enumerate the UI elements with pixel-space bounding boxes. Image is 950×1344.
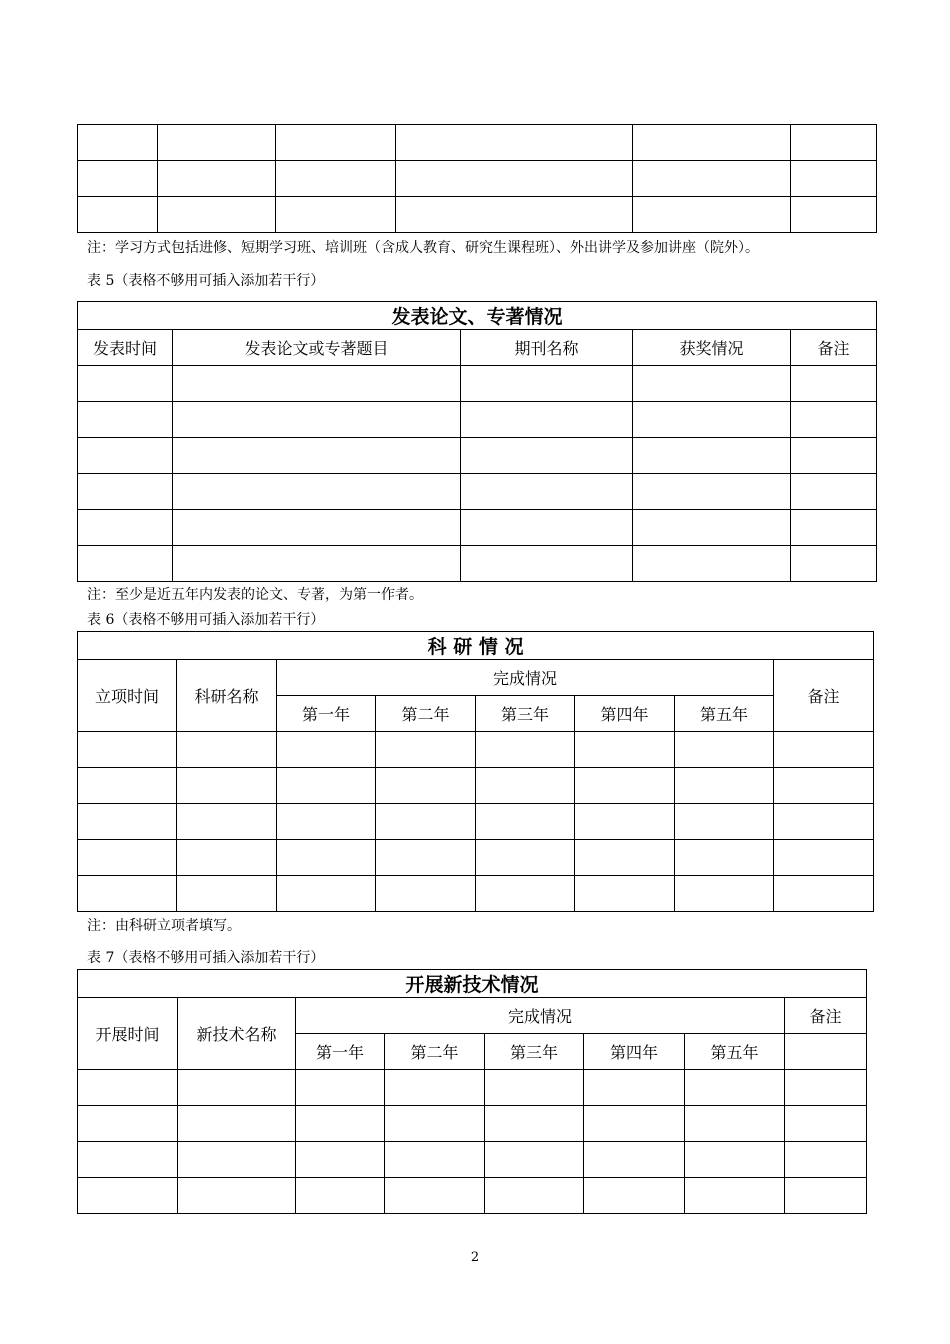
table-cell[interactable] [685,1106,785,1142]
header-awards: 获奖情况 [633,330,791,366]
table-cell[interactable] [633,125,791,161]
table-cell[interactable] [173,402,461,438]
table-cell[interactable] [376,876,476,912]
table-5-publications [77,301,877,582]
table-row [78,402,877,438]
table-cell[interactable] [633,366,791,402]
table-cell[interactable] [385,1070,485,1106]
table-cell[interactable] [461,402,633,438]
table-cell[interactable] [296,1142,385,1178]
table-6-caption: 表 6（表格不够用可插入添加若干行） [87,612,325,628]
table-cell[interactable] [78,438,173,474]
table-cell[interactable] [276,197,396,233]
table-cell[interactable] [575,840,675,876]
table-cell[interactable] [774,876,874,912]
table-cell[interactable] [774,732,874,768]
header-project-date: 立项时间 [78,660,177,732]
table-cell[interactable] [173,366,461,402]
table-cell[interactable] [584,1106,685,1142]
table-cell[interactable] [485,1106,584,1142]
table-cell[interactable] [785,1070,867,1106]
table-cell[interactable] [78,768,177,804]
table-cell[interactable] [476,876,575,912]
table-cell[interactable] [376,840,476,876]
table-cell[interactable] [173,438,461,474]
table-row [78,125,877,161]
header-paper-title: 发表论文或专著题目 [173,330,461,366]
table-cell[interactable] [296,1070,385,1106]
table-cell[interactable] [78,125,158,161]
table-cell[interactable] [791,546,877,582]
table-cell[interactable] [177,768,277,804]
table-cell[interactable] [276,125,396,161]
table-cell[interactable] [461,366,633,402]
remarks-cell-blank [785,1034,867,1070]
table-row [78,732,874,768]
table-cell[interactable] [675,840,774,876]
page-number: 2 [470,1250,480,1265]
table-cell[interactable] [276,161,396,197]
table-row [78,804,874,840]
table-7-caption: 表 7（表格不够用可插入添加若干行） [87,950,325,966]
table-cell[interactable] [173,510,461,546]
table-cell[interactable] [78,197,158,233]
table-row [78,1070,867,1106]
table-cell[interactable] [173,546,461,582]
table-cell[interactable] [277,732,376,768]
table-cell[interactable] [791,510,877,546]
table-row [78,768,874,804]
table-cell[interactable] [277,840,376,876]
table-cell[interactable] [584,1070,685,1106]
table-cell[interactable] [385,1142,485,1178]
table-cell[interactable] [791,402,877,438]
table-cell[interactable] [791,161,877,197]
table-5-title: 发表论文、专著情况 [78,302,877,330]
header-publish-date: 发表时间 [78,330,173,366]
header-remarks: 备注 [774,660,874,732]
table-row [78,1178,867,1214]
table-cell[interactable] [575,732,675,768]
header-year-5: 第五年 [685,1034,785,1070]
table-row [78,510,877,546]
header-research-name: 科研名称 [177,660,277,732]
table-cell[interactable] [78,1106,178,1142]
header-year-2: 第二年 [376,696,476,732]
table-cell[interactable] [178,1106,296,1142]
table-6-research [77,631,874,912]
table-cell[interactable] [633,438,791,474]
table-cell[interactable] [173,474,461,510]
table-row [78,161,877,197]
table-cell[interactable] [385,1106,485,1142]
table-row [78,1106,867,1142]
table-cell[interactable] [633,402,791,438]
table-row [78,197,877,233]
table-cell[interactable] [476,840,575,876]
table-cell[interactable] [178,1070,296,1106]
table-cell[interactable] [78,732,177,768]
table-cell[interactable] [791,125,877,161]
table-6-title: 科 研 情 况 [78,632,874,660]
table-row [78,1142,867,1178]
header-year-4: 第四年 [575,696,675,732]
table-cell[interactable] [178,1142,296,1178]
table-6-note: 注：由科研立项者填写。 [87,918,241,934]
table-cell[interactable] [774,804,874,840]
table-cell[interactable] [177,876,277,912]
table-cell[interactable] [685,1178,785,1214]
table-cell[interactable] [78,546,173,582]
table-cell[interactable] [296,1178,385,1214]
table-row [78,546,877,582]
table-row [78,474,877,510]
table-cell[interactable] [675,804,774,840]
table-cell[interactable] [177,732,277,768]
table-cell[interactable] [277,768,376,804]
table-cell[interactable] [296,1106,385,1142]
header-technology-name: 新技术名称 [178,998,296,1070]
table-5-note: 注：至少是近五年内发表的论文、专著，为第一作者。 [87,587,423,603]
header-year-1: 第一年 [277,696,376,732]
table-cell[interactable] [178,1178,296,1214]
header-year-3: 第三年 [485,1034,584,1070]
table-cell[interactable] [791,197,877,233]
header-start-date: 开展时间 [78,998,178,1070]
table-cell[interactable] [774,840,874,876]
table-cell[interactable] [78,366,173,402]
table-cell[interactable] [78,1142,178,1178]
table-cell[interactable] [78,804,177,840]
table-row [78,366,877,402]
table-cell[interactable] [158,125,276,161]
table-cell[interactable] [791,438,877,474]
header-year-2: 第二年 [385,1034,485,1070]
table-row [78,876,874,912]
table-cell[interactable] [774,768,874,804]
table-cell[interactable] [396,125,633,161]
table-cell[interactable] [675,876,774,912]
table-cell[interactable] [485,1070,584,1106]
table-cell[interactable] [78,876,177,912]
table-cell[interactable] [78,161,158,197]
table-row [78,438,877,474]
table-cell[interactable] [785,1178,867,1214]
table-cell[interactable] [633,161,791,197]
table-4-continued [77,124,877,233]
table-cell[interactable] [158,197,276,233]
table-cell[interactable] [575,768,675,804]
table-cell[interactable] [78,510,173,546]
table-cell[interactable] [158,161,276,197]
table-4-note: 注：学习方式包括进修、短期学习班、培训班（含成人教育、研究生课程班）、外出讲学及参加讲座（院外）。 [87,240,759,256]
table-7-new-technology [77,969,867,1214]
table-cell[interactable] [485,1142,584,1178]
table-cell[interactable] [461,474,633,510]
table-cell[interactable] [177,804,277,840]
header-remarks: 备注 [791,330,877,366]
header-year-4: 第四年 [584,1034,685,1070]
header-remarks: 备注 [785,998,867,1034]
table-cell[interactable] [78,840,177,876]
table-cell[interactable] [177,840,277,876]
table-cell[interactable] [461,510,633,546]
table-cell[interactable] [78,1070,178,1106]
table-cell[interactable] [461,546,633,582]
table-cell[interactable] [376,804,476,840]
table-cell[interactable] [277,804,376,840]
table-cell[interactable] [385,1178,485,1214]
table-cell[interactable] [685,1070,785,1106]
table-cell[interactable] [277,876,376,912]
table-cell[interactable] [575,876,675,912]
table-cell[interactable] [476,804,575,840]
table-cell[interactable] [685,1142,785,1178]
header-completion: 完成情况 [296,998,785,1034]
table-cell[interactable] [396,161,633,197]
table-cell[interactable] [78,1178,178,1214]
table-cell[interactable] [785,1106,867,1142]
header-year-1: 第一年 [296,1034,385,1070]
table-row [78,840,874,876]
table-cell[interactable] [785,1142,867,1178]
table-cell[interactable] [584,1178,685,1214]
table-cell[interactable] [791,366,877,402]
table-cell[interactable] [633,510,791,546]
table-cell[interactable] [575,804,675,840]
table-cell[interactable] [675,732,774,768]
table-cell[interactable] [476,732,575,768]
table-cell[interactable] [78,402,173,438]
table-cell[interactable] [633,546,791,582]
header-year-3: 第三年 [476,696,575,732]
table-cell[interactable] [461,438,633,474]
header-year-5: 第五年 [675,696,774,732]
table-cell[interactable] [633,474,791,510]
table-cell[interactable] [675,768,774,804]
table-5-caption: 表 5（表格不够用可插入添加若干行） [87,273,325,289]
table-cell[interactable] [633,197,791,233]
header-journal-name: 期刊名称 [461,330,633,366]
header-completion: 完成情况 [277,660,774,696]
table-cell[interactable] [376,732,476,768]
table-cell[interactable] [476,768,575,804]
table-cell[interactable] [376,768,476,804]
table-cell[interactable] [396,197,633,233]
table-cell[interactable] [584,1142,685,1178]
table-cell[interactable] [485,1178,584,1214]
table-cell[interactable] [78,474,173,510]
table-cell[interactable] [791,474,877,510]
table-7-title: 开展新技术情况 [78,970,867,998]
